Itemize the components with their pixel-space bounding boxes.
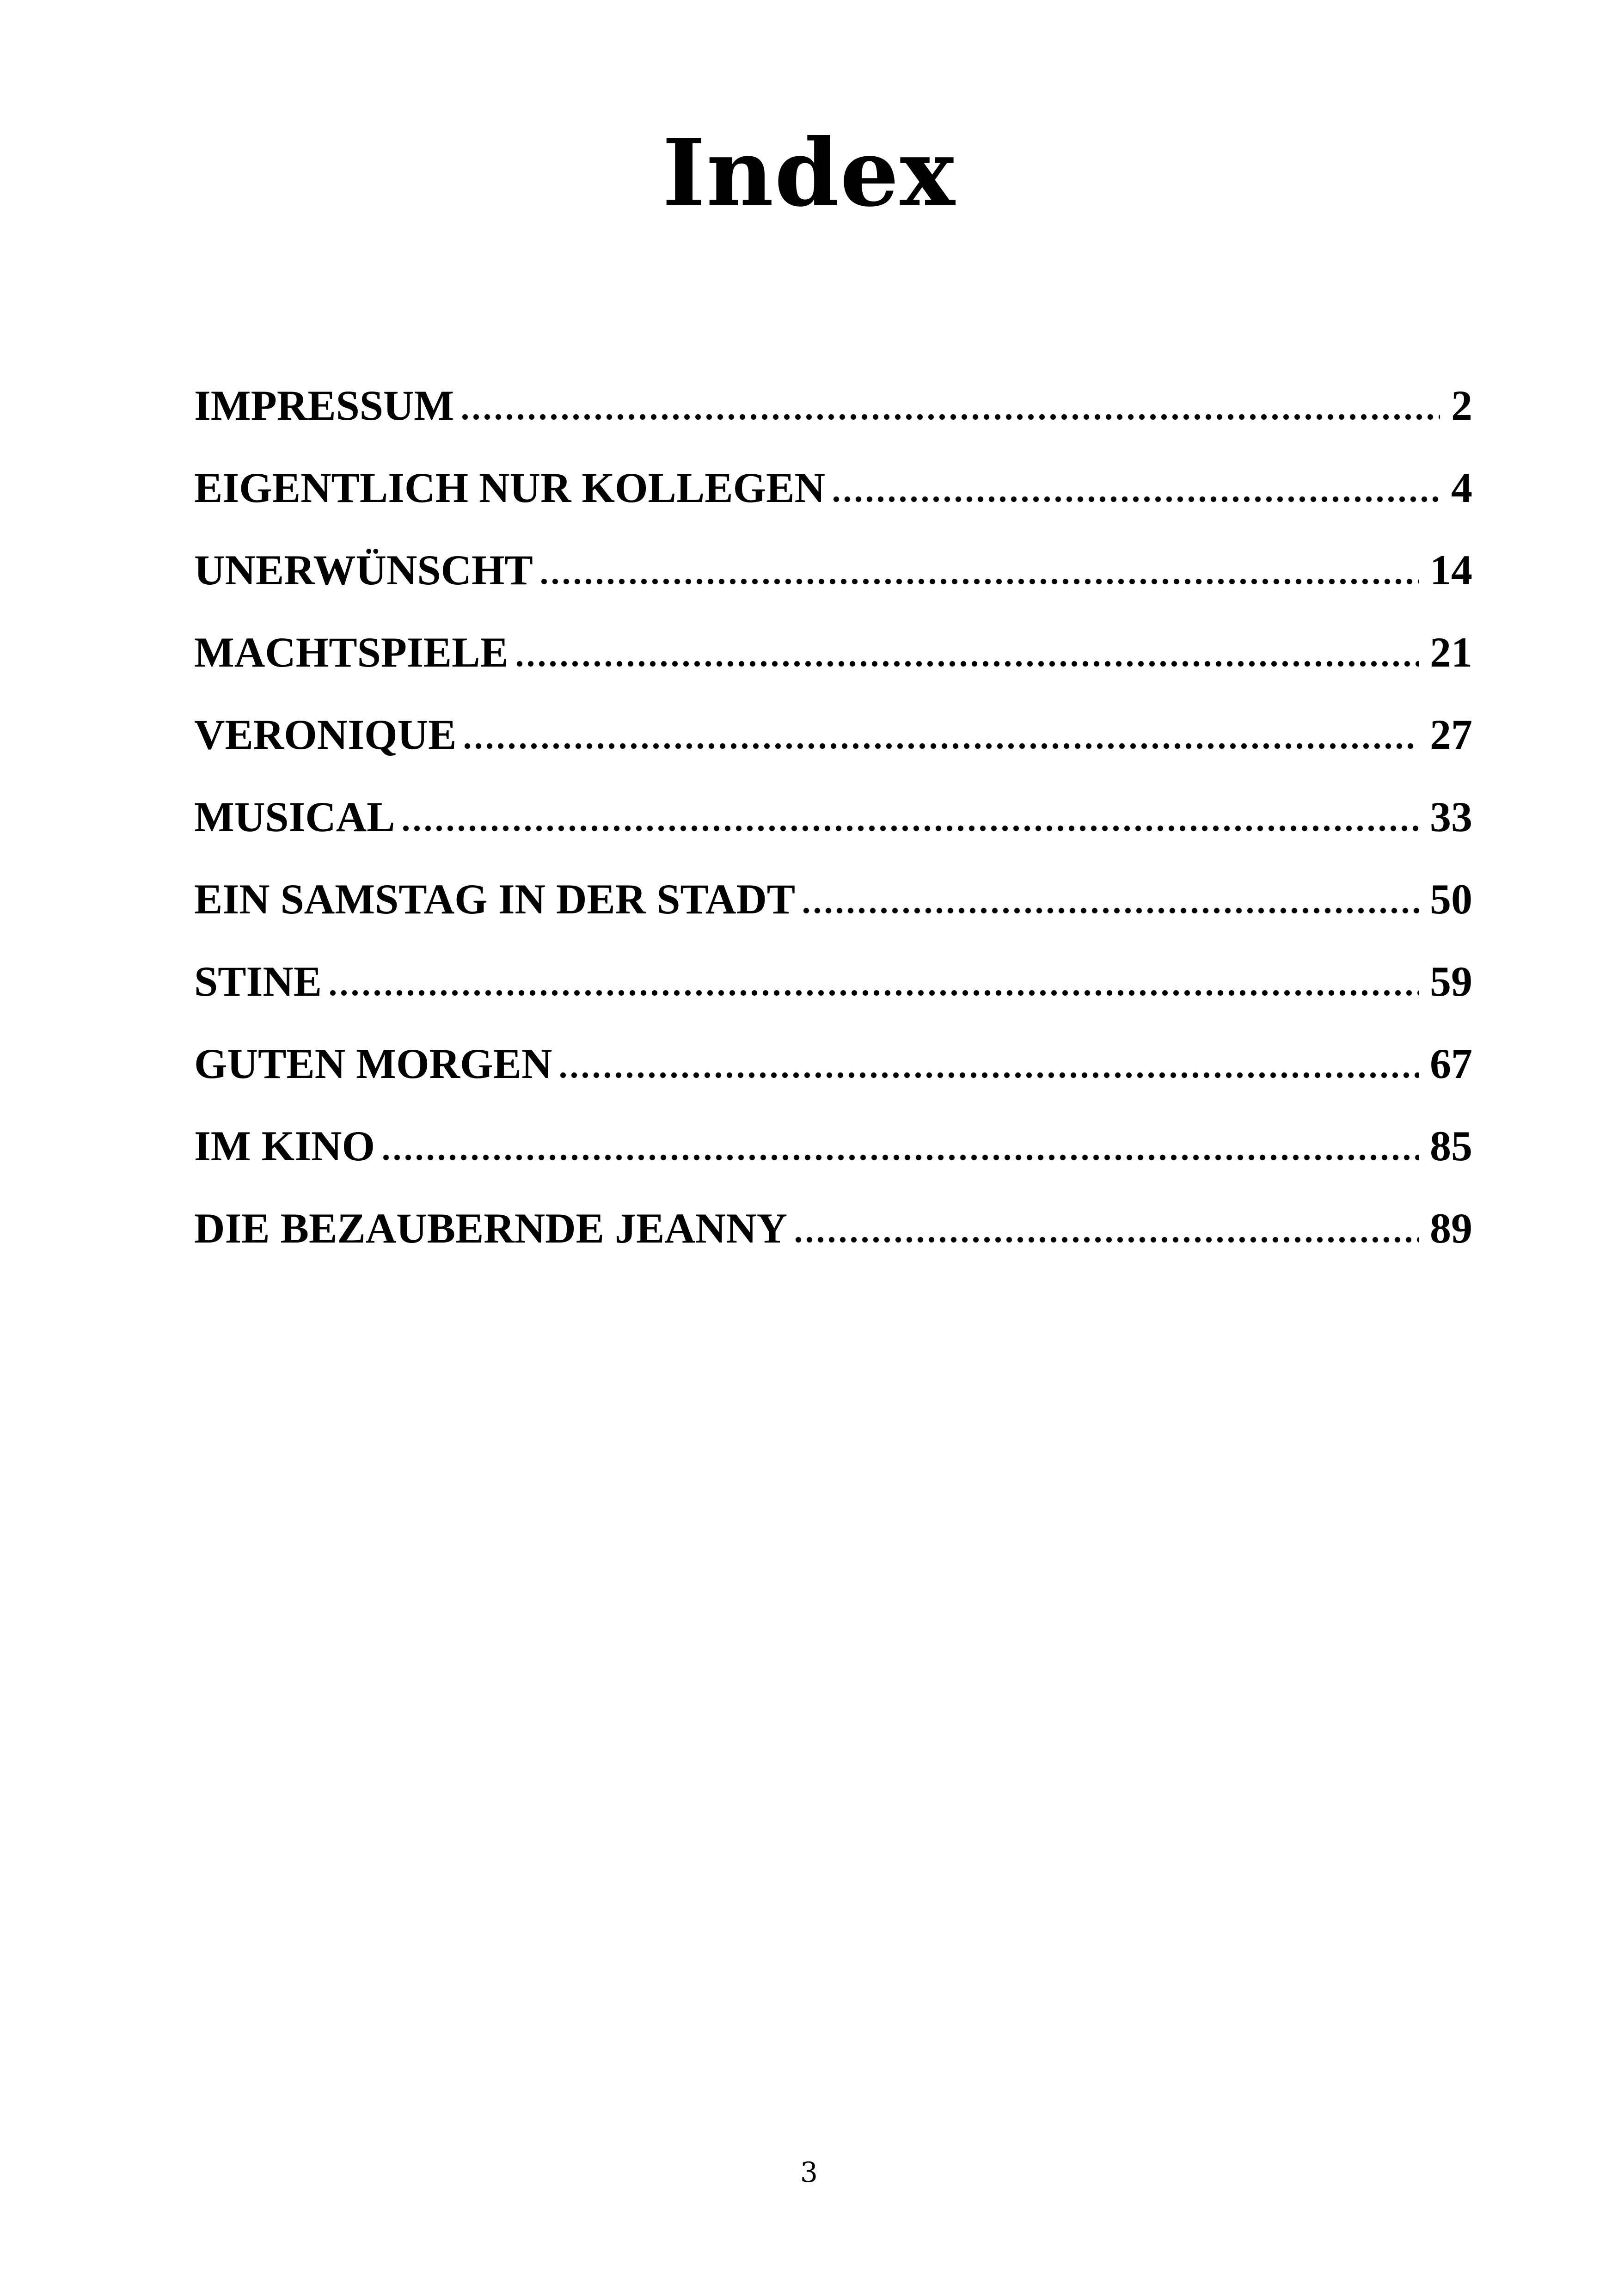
dot-leader (539, 577, 1419, 586)
toc-entry-label: DIE BEZAUBERNDE JEANNY (194, 1204, 793, 1253)
dot-leader (327, 988, 1419, 998)
toc-entry-musical[interactable] (194, 776, 1472, 858)
toc-entry-die-bezaubernde-jeanny[interactable] (194, 1187, 1472, 1269)
toc-entry-label: VERONIQUE (194, 710, 462, 759)
toc-entry-label: UNERWÜNSCHT (194, 545, 539, 594)
toc-entry-label: EIN SAMSTAG IN DER STADT (194, 875, 801, 924)
dot-leader (801, 906, 1419, 915)
toc-entry-stine[interactable] (194, 940, 1472, 1022)
dot-leader (558, 1071, 1419, 1080)
toc-entry-page: 4 (1451, 464, 1472, 511)
toc-entry-unerwuenscht[interactable] (194, 529, 1472, 611)
toc-entry-label: IMPRESSUM (194, 381, 460, 430)
dot-leader (462, 741, 1419, 751)
toc-entry-page: 33 (1430, 793, 1472, 840)
toc-entry-page: 50 (1430, 876, 1472, 923)
toc-entry-page: 85 (1430, 1122, 1472, 1169)
toc-entry-page: 89 (1430, 1205, 1472, 1252)
dot-leader (831, 495, 1440, 504)
toc-entry-impressum[interactable] (194, 364, 1472, 447)
toc-entry-label: MUSICAL (194, 792, 400, 841)
toc-entry-page: 59 (1430, 958, 1472, 1005)
toc-entry-veronique[interactable] (194, 693, 1472, 776)
toc-entry-page: 14 (1430, 546, 1472, 594)
dot-leader (400, 824, 1419, 833)
dot-leader (793, 1235, 1419, 1244)
toc-entry-eigentlich-nur-kollegen[interactable] (194, 447, 1472, 529)
table-of-contents (194, 364, 1472, 1269)
dot-leader (380, 1153, 1419, 1162)
toc-entry-label: MACHTSPIELE (194, 628, 514, 677)
toc-entry-guten-morgen[interactable] (194, 1022, 1472, 1105)
toc-entry-label: EIGENTLICH NUR KOLLEGEN (194, 463, 831, 512)
toc-entry-label: IM KINO (194, 1121, 380, 1170)
toc-entry-ein-samstag-in-der-stadt[interactable] (194, 858, 1472, 940)
dot-leader (514, 659, 1419, 668)
page-number: 3 (800, 2156, 818, 2189)
toc-entry-im-kino[interactable] (194, 1105, 1472, 1187)
toc-entry-page: 2 (1451, 382, 1472, 429)
toc-entry-page: 67 (1430, 1040, 1472, 1087)
toc-entry-page: 27 (1430, 711, 1472, 758)
toc-entry-label: GUTEN MORGEN (194, 1039, 558, 1088)
page-title: Index (662, 119, 956, 227)
toc-entry-machtspiele[interactable] (194, 611, 1472, 693)
dot-leader (460, 412, 1440, 422)
toc-entry-label: STINE (194, 957, 327, 1006)
toc-entry-page: 21 (1430, 629, 1472, 676)
